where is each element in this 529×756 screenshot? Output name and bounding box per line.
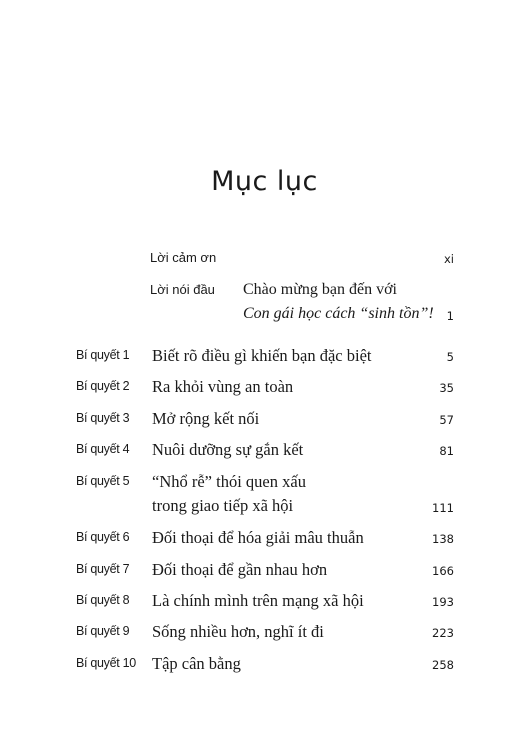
toc-page-number: 193 <box>432 595 454 609</box>
toc-entry-label: Bí quyết 2 <box>76 379 130 393</box>
toc-entry-title: Mở rộng kết nối <box>152 409 260 428</box>
toc-entry-chapter-5[interactable] <box>0 472 529 520</box>
toc-entry-title: Biết rõ điều gì khiến bạn đặc biệt <box>152 346 372 365</box>
toc-entry-label: Bí quyết 9 <box>76 624 130 638</box>
page-title: Mục lục <box>211 166 318 197</box>
toc-entry-title: Là chính mình trên mạng xã hội <box>152 591 364 610</box>
toc-entry-chapter-2[interactable] <box>0 377 529 401</box>
toc-page-number: 5 <box>446 350 454 364</box>
toc-entry-title-line2: trong giao tiếp xã hội <box>152 496 294 515</box>
toc-page-number: 57 <box>439 413 454 427</box>
toc-entry-title-line1: “Nhổ rễ” thói quen xấu <box>152 472 306 491</box>
toc-entry-chapter-4[interactable] <box>0 440 529 464</box>
toc-entry-chapter-10[interactable] <box>0 654 529 678</box>
toc-entry-label: Bí quyết 7 <box>76 562 130 576</box>
toc-entry-label: Bí quyết 6 <box>76 530 130 544</box>
toc-page-number: 111 <box>432 501 454 515</box>
toc-entry-title: Tập cân bằng <box>152 654 241 673</box>
toc-entry-label: Lời cảm ơn <box>150 250 217 265</box>
toc-page-number: 138 <box>432 532 454 546</box>
toc-entry-chapter-8[interactable] <box>0 591 529 615</box>
toc-entry-title-line2: Con gái học cách “sinh tồn”! <box>243 305 434 322</box>
toc-entry-acknowledgements[interactable] <box>0 250 529 274</box>
toc-entry-title: Nuôi dưỡng sự gắn kết <box>152 440 304 459</box>
toc-page-number: 81 <box>439 444 454 458</box>
toc-page-number: 166 <box>432 564 454 578</box>
toc-page-number: 223 <box>432 626 454 640</box>
toc-page-number: 1 <box>446 309 454 323</box>
toc-page-number: 258 <box>432 658 454 672</box>
toc-entry-chapter-3[interactable] <box>0 409 529 433</box>
toc-entry-label: Bí quyết 3 <box>76 411 130 425</box>
toc-entry-title: Đối thoại để hóa giải mâu thuẫn <box>152 528 364 547</box>
toc-entry-foreword[interactable] <box>0 281 529 329</box>
toc-entry-title: Sống nhiều hơn, nghĩ ít đi <box>152 622 324 641</box>
toc-page-number: 35 <box>439 381 454 395</box>
toc-entry-chapter-1[interactable] <box>0 346 529 370</box>
toc-page-number: xi <box>443 252 454 266</box>
toc-entry-title: Đối thoại để gần nhau hơn <box>152 560 328 579</box>
toc-entry-label: Bí quyết 8 <box>76 593 130 607</box>
toc-entry-chapter-9[interactable] <box>0 622 529 646</box>
toc-entry-chapter-6[interactable] <box>0 528 529 552</box>
toc-entry-title: Ra khỏi vùng an toàn <box>152 377 294 396</box>
toc-entry-label: Lời nói đầu <box>150 282 215 297</box>
toc-entry-title-line1: Chào mừng bạn đến với <box>243 281 397 298</box>
toc-entry-chapter-7[interactable] <box>0 560 529 584</box>
toc-entry-label: Bí quyết 5 <box>76 474 130 488</box>
toc-entry-label: Bí quyết 4 <box>76 442 130 456</box>
toc-entry-label: Bí quyết 1 <box>76 348 130 362</box>
toc-entry-label: Bí quyết 10 <box>76 656 136 670</box>
